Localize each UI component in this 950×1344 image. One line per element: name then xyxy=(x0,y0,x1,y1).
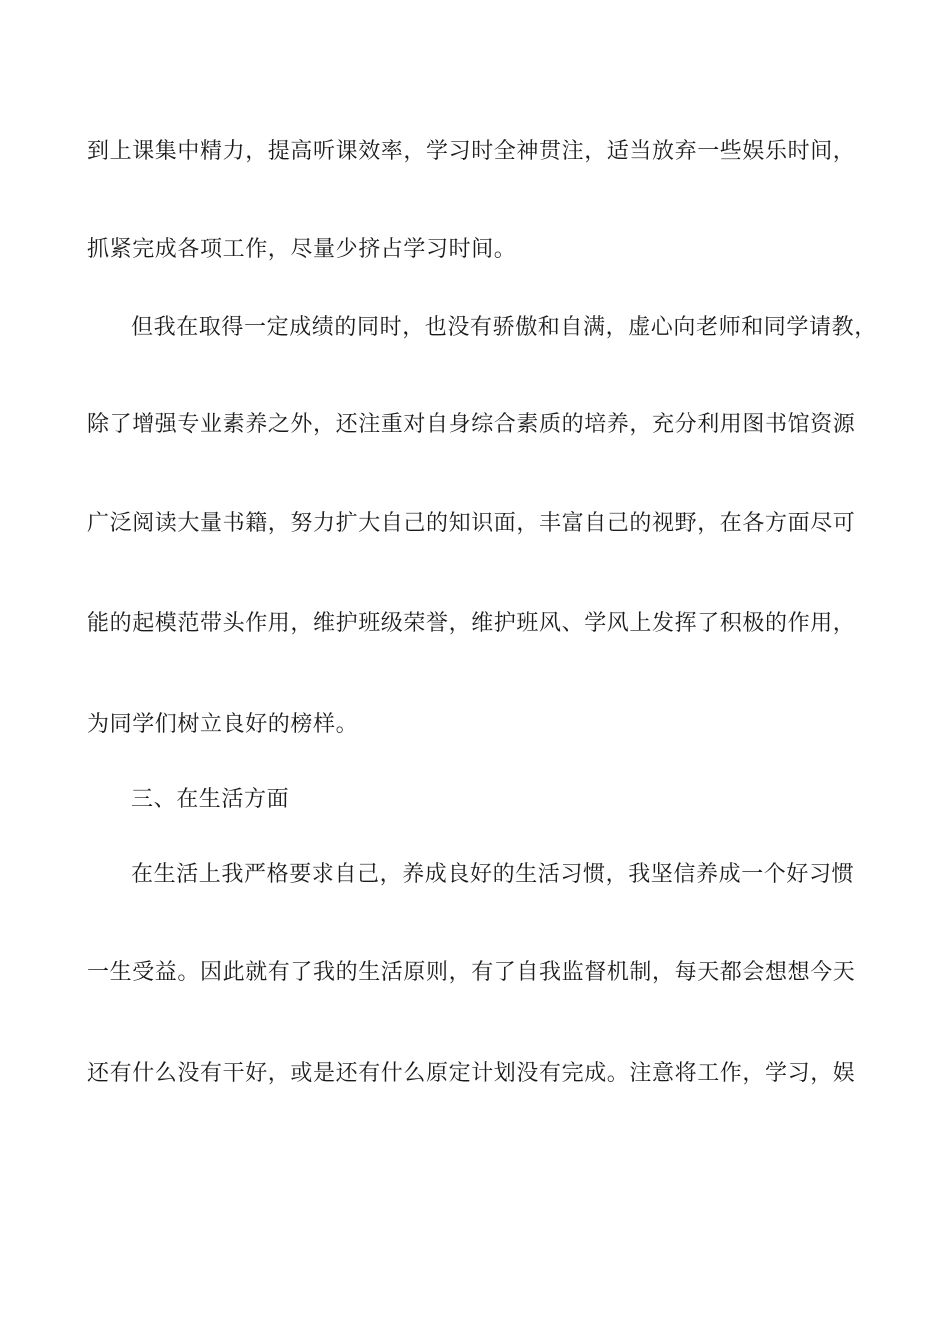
paragraph-line: 抓紧完成各项工作，尽量少挤占学习时间。 xyxy=(87,237,517,262)
paragraph-line: 为同学们树立良好的榜样。 xyxy=(87,712,359,737)
section-heading: 三、在生活方面 xyxy=(131,787,290,812)
paragraph-line-indented: 在生活上我严格要求自己，养成良好的生活习惯，我坚信养成一个好习惯 xyxy=(131,862,855,887)
paragraph-line-indented: 但我在取得一定成绩的同时，也没有骄傲和自满，虚心向老师和同学请教， xyxy=(131,315,877,340)
paragraph-line: 到上课集中精力，提高听课效率，学习时全神贯注，适当放弃一些娱乐时间， xyxy=(87,139,856,164)
paragraph-line: 广泛阅读大量书籍，努力扩大自己的知识面，丰富自己的视野，在各方面尽可 xyxy=(87,511,856,536)
paragraph-line: 能的起模范带头作用，维护班级荣誉，维护班风、学风上发挥了积极的作用， xyxy=(87,611,856,636)
paragraph-line: 还有什么没有干好，或是还有什么原定计划没有完成。注意将工作，学习，娱 xyxy=(87,1061,856,1086)
paragraph-line: 除了增强专业素养之外，还注重对自身综合素质的培养，充分利用图书馆资源 xyxy=(87,412,856,437)
paragraph-line: 一生受益。因此就有了我的生活原则，有了自我监督机制，每天都会想想今天 xyxy=(87,960,856,985)
